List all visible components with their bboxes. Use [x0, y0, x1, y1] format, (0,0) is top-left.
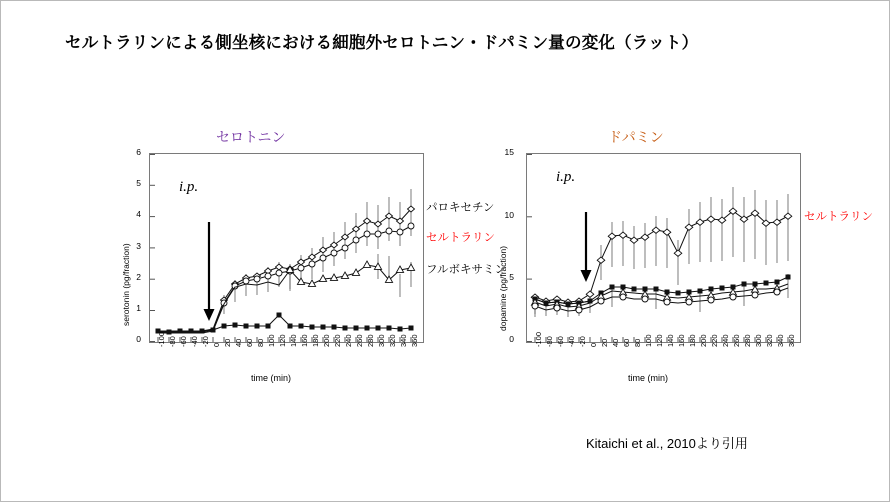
dopamine-x-axis-title: time (min) — [628, 373, 668, 383]
serotonin-xtick-13: 160 — [300, 334, 309, 347]
dopamine-xtick-22: 340 — [776, 334, 785, 347]
dopamine-xtick-5: 0 — [589, 342, 598, 347]
serotonin-xtick-22: 340 — [399, 334, 408, 347]
dopamine-ytick-0: 0 — [509, 334, 514, 344]
citation-text: Kitaichi et al., 2010より引用 — [586, 436, 748, 451]
dopamine-xtick-18: 260 — [732, 334, 741, 347]
dopamine-error-bars — [535, 187, 788, 317]
serotonin-xtick-7: 40 — [234, 338, 243, 347]
serotonin-xtick-5: 0 — [212, 342, 221, 347]
dopamine-xtick-12: 140 — [666, 334, 675, 347]
serotonin-xtick-9: 80 — [256, 338, 265, 347]
serotonin-panel-title: セロトニン — [216, 129, 286, 145]
series-sertraline-markers — [221, 223, 414, 306]
dopamine-panel-title: ドパミン — [608, 129, 664, 145]
serotonin-legend-paroxetine: パロキセチン — [426, 202, 495, 214]
dopamine-xtick-0: -100 — [534, 331, 543, 347]
dopamine-xtick-19: 280 — [743, 334, 752, 347]
series-vehicle-line — [158, 315, 411, 332]
dopamine-xtick-15: 200 — [699, 334, 708, 347]
dopamine-xtick-4: -20 — [578, 336, 587, 347]
dopamine-ytick-5: 5 — [509, 272, 514, 282]
serotonin-ytick-0: 0 — [136, 334, 141, 344]
serotonin-xtick-2: -60 — [179, 336, 188, 347]
serotonin-error-bars — [224, 189, 411, 314]
serotonin-xtick-20: 300 — [377, 334, 386, 347]
dopamine-xtick-11: 120 — [655, 334, 664, 347]
serotonin-xtick-8: 60 — [245, 338, 254, 347]
dopamine-panel — [488, 121, 873, 391]
series-sertraline-line — [158, 226, 411, 332]
serotonin-xtick-15: 200 — [322, 334, 331, 347]
serotonin-xtick-21: 320 — [388, 334, 397, 347]
serotonin-legend-fluvoxamine: フルボキサミン — [426, 264, 507, 276]
serotonin-xtick-23: 360 — [410, 334, 419, 347]
dopamine-xtick-13: 160 — [677, 334, 686, 347]
dopamine-ytick-15: 15 — [504, 147, 514, 157]
serotonin-xtick-4: -20 — [201, 336, 210, 347]
dopamine-xtick-10: 100 — [644, 334, 653, 347]
dopamine-xtick-23: 360 — [787, 334, 796, 347]
dopamine-xtick-7: 40 — [611, 338, 620, 347]
serotonin-xtick-10: 100 — [267, 334, 276, 347]
dopamine-xtick-21: 320 — [765, 334, 774, 347]
series-paroxetine-markers — [221, 206, 415, 303]
dopamine-series-circle-line — [535, 288, 788, 311]
serotonin-ytick-6: 6 — [136, 147, 141, 157]
serotonin-xtick-18: 260 — [355, 334, 364, 347]
serotonin-ip-arrow — [204, 222, 215, 321]
dopamine-xtick-3: -40 — [567, 336, 576, 347]
dopamine-ip-arrow — [581, 212, 592, 282]
serotonin-xtick-14: 180 — [311, 334, 320, 347]
serotonin-xtick-1: -80 — [168, 336, 177, 347]
serotonin-ytick-4: 4 — [136, 209, 141, 219]
serotonin-xtick-16: 220 — [333, 334, 342, 347]
dopamine-xtick-8: 60 — [622, 338, 631, 347]
dopamine-legend-sertraline: セルトラリン — [804, 211, 873, 223]
serotonin-xtick-3: -40 — [190, 336, 199, 347]
serotonin-ip-label: i.p. — [179, 179, 199, 195]
dopamine-series-sertraline-line — [535, 211, 788, 302]
dopamine-xtick-9: 80 — [633, 338, 642, 347]
serotonin-xtick-6: 20 — [223, 338, 232, 347]
serotonin-xtick-17: 240 — [344, 334, 353, 347]
series-paroxetine-line — [158, 209, 411, 331]
dopamine-xtick-17: 240 — [721, 334, 730, 347]
serotonin-x-axis-title: time (min) — [251, 373, 291, 383]
dopamine-xtick-20: 300 — [754, 334, 763, 347]
dopamine-ytick-10: 10 — [504, 210, 514, 220]
dopamine-xtick-14: 180 — [688, 334, 697, 347]
series-fluvoxamine-line — [158, 265, 411, 333]
serotonin-y-axis-title: serotonin (pg/fraction) — [121, 243, 131, 326]
dopamine-ip-label: i.p. — [556, 169, 576, 185]
serotonin-ytick-5: 5 — [136, 178, 141, 188]
serotonin-xtick-12: 140 — [289, 334, 298, 347]
page-title: セルトラリンによる側坐核における細胞外セロトニン・ドパミン量の変化（ラット） — [65, 34, 699, 52]
dopamine-xtick-6: 20 — [600, 338, 609, 347]
serotonin-ytick-2: 2 — [136, 272, 141, 282]
serotonin-ytick-3: 3 — [136, 241, 141, 251]
dopamine-xtick-16: 220 — [710, 334, 719, 347]
serotonin-xtick-11: 120 — [278, 334, 287, 347]
serotonin-ytick-1: 1 — [136, 303, 141, 313]
dopamine-y-axis-title: dopamine (pg/fraction) — [498, 245, 508, 331]
serotonin-xtick-19: 280 — [366, 334, 375, 347]
dopamine-xtick-1: -80 — [545, 336, 554, 347]
serotonin-legend-sertraline: セルトラリン — [426, 232, 495, 244]
serotonin-xtick-0: -100 — [157, 331, 166, 347]
dopamine-xtick-2: -60 — [556, 336, 565, 347]
